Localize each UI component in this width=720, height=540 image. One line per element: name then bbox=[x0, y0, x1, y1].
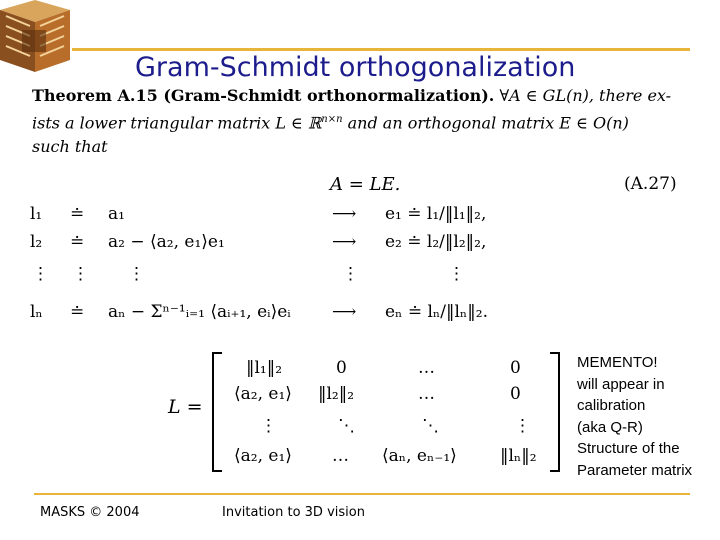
matrix-cell: ‖l₂‖₂ bbox=[318, 384, 355, 404]
gs-row-3-lhs: ⋮ bbox=[32, 264, 49, 284]
gs-row-3-out: ⋮ bbox=[448, 264, 465, 284]
matrix-cell: ⋮ bbox=[260, 416, 277, 436]
memento-line: Structure of the bbox=[577, 440, 680, 458]
gs-row-2-eq: ≐ bbox=[70, 232, 85, 252]
matrix-left-bracket bbox=[212, 352, 222, 472]
gs-row-1-eq: ≐ bbox=[70, 204, 85, 224]
matrix-cell: ‖l₁‖₂ bbox=[246, 358, 283, 378]
gs-row-3-arrow: ⋮ bbox=[342, 264, 359, 284]
memento-line: (aka Q-R) bbox=[577, 418, 643, 436]
gs-row-2-lhs: l₂ bbox=[30, 232, 43, 252]
logo-cube-icon bbox=[0, 0, 70, 72]
matrix-cell: 0 bbox=[510, 358, 521, 378]
memento-note bbox=[577, 352, 692, 482]
matrix-cell: ‖lₙ‖₂ bbox=[500, 446, 537, 466]
gs-row-1-arrow: ⟶ bbox=[332, 204, 357, 224]
title-rule bbox=[72, 48, 690, 51]
theorem-text bbox=[32, 84, 712, 159]
main-equation: A = LE. bbox=[330, 174, 401, 195]
memento-line: Parameter matrix bbox=[577, 461, 693, 479]
gs-row-1-rhs: a₁ bbox=[108, 204, 125, 224]
gs-row-4-arrow: ⟶ bbox=[332, 302, 357, 322]
footer-copyright: MASKS © 2004 bbox=[40, 505, 140, 520]
theorem-superscript: n×n bbox=[321, 114, 343, 125]
matrix-cell: … bbox=[332, 446, 349, 466]
matrix-cell: … bbox=[418, 358, 435, 378]
gs-row-2-arrow: ⟶ bbox=[332, 232, 357, 252]
gs-row-4-out: eₙ ≐ lₙ/‖lₙ‖₂. bbox=[385, 302, 488, 322]
gs-row-3-rhs: ⋮ bbox=[128, 264, 145, 284]
matrix-cell: ⋱ bbox=[422, 416, 439, 436]
equation-number: (A.27) bbox=[624, 174, 677, 194]
gs-row-4-rhs: aₙ − Σⁿ⁻¹ᵢ₌₁ ⟨aᵢ₊₁, eᵢ⟩eᵢ bbox=[108, 302, 291, 322]
gs-row-3-eq: ⋮ bbox=[72, 264, 89, 284]
theorem-label: Theorem A.15 (Gram-Schmidt orthonormalization). bbox=[32, 86, 495, 105]
gs-row-2-out: e₂ ≐ l₂/‖l₂‖₂, bbox=[385, 232, 487, 252]
gs-row-2-rhs: a₂ − ⟨a₂, e₁⟩e₁ bbox=[108, 232, 225, 252]
matrix-cell: ⟨a₂, e₁⟩ bbox=[234, 446, 292, 466]
matrix-cell: ⟨aₙ, eₙ₋₁⟩ bbox=[382, 446, 457, 466]
footer-rule bbox=[34, 493, 690, 495]
footer-course-title: Invitation to 3D vision bbox=[222, 505, 365, 520]
gs-row-1-lhs: l₁ bbox=[30, 204, 43, 224]
matrix-lhs: L = bbox=[168, 396, 203, 418]
matrix-cell: … bbox=[418, 384, 435, 404]
matrix-cell: ⟨a₂, e₁⟩ bbox=[234, 384, 292, 404]
matrix-cell: ⋱ bbox=[338, 416, 355, 436]
matrix-cell: 0 bbox=[510, 384, 521, 404]
gs-row-4-eq: ≐ bbox=[70, 302, 85, 322]
theorem-statement-1: ∀A ∈ GL(n), there ex- bbox=[499, 86, 672, 105]
theorem-statement-2: ists a lower triangular matrix L ∈ ℝ bbox=[32, 113, 322, 133]
theorem-statement-2-rest: and an orthogonal matrix E ∈ O(n) bbox=[342, 113, 629, 133]
memento-line: MEMENTO! bbox=[577, 354, 658, 371]
theorem-statement-3: such that bbox=[32, 137, 108, 157]
gs-row-4-lhs: lₙ bbox=[30, 302, 43, 322]
matrix-right-bracket bbox=[550, 352, 560, 472]
gs-row-1-out: e₁ ≐ l₁/‖l₁‖₂, bbox=[385, 204, 487, 224]
page-title: Gram-Schmidt orthogonalization bbox=[135, 52, 576, 83]
memento-line: will appear in bbox=[577, 375, 665, 393]
memento-line: calibration bbox=[577, 397, 646, 415]
matrix-cell: ⋮ bbox=[514, 416, 531, 436]
matrix-cell: 0 bbox=[336, 358, 347, 378]
